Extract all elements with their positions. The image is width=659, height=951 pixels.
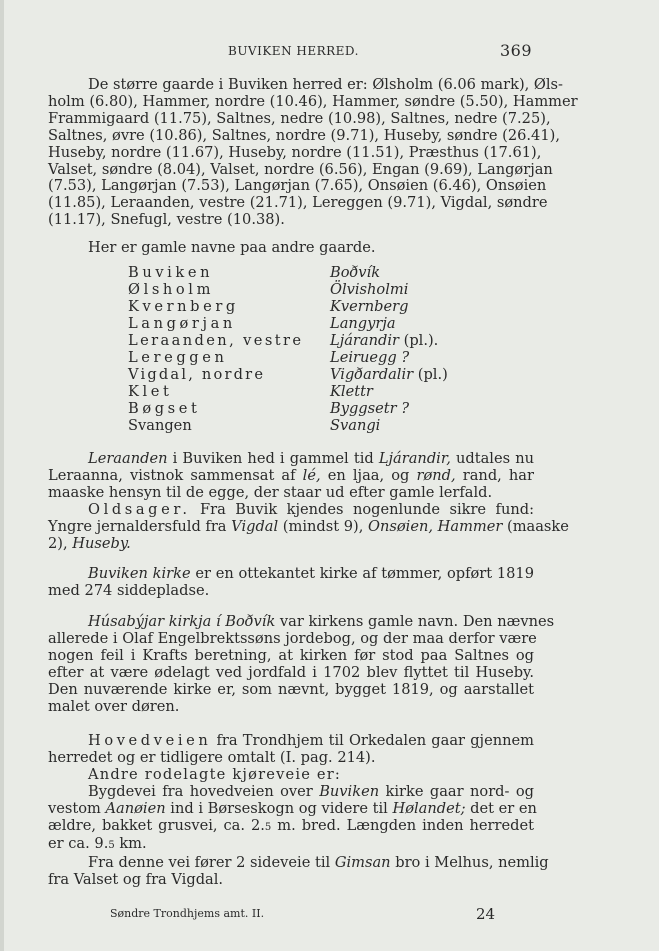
modern-name: Svangen <box>128 417 192 434</box>
text-run: m. bred. Længden inden herredet <box>271 816 534 834</box>
decimal-digit: 5 <box>108 840 115 852</box>
modern-name: Langørjan <box>128 315 236 332</box>
table-row <box>128 400 528 417</box>
text-line <box>48 566 534 583</box>
section-heading: Hovedveien <box>88 732 212 749</box>
text-run: km. <box>114 835 147 853</box>
text-run: (mindst 9), <box>278 517 369 535</box>
text-run: i Buviken hed i gammel tid <box>167 450 379 467</box>
page-edge <box>0 0 4 951</box>
term: Hølandet; <box>392 799 466 817</box>
text-line: herredet og er tidligere omtalt (I. pag. 214). <box>48 748 376 766</box>
text-line: (7.53), Langørjan (7.53), Langørjan (7.65), Onsøien (6.46), Onsøien <box>48 177 547 195</box>
term: Húsabýjar kirkja í Boðvík <box>88 613 276 630</box>
table-row <box>128 417 528 434</box>
term: Buviken <box>319 782 380 800</box>
name-note: (pl.). <box>398 332 439 349</box>
old-name: Langyrja <box>330 315 396 332</box>
old-name: Kvernberg <box>330 298 409 315</box>
text-line: (11.17), Snefugl, vestre (10.38). <box>48 211 285 229</box>
name-note: (pl.) <box>413 366 448 383</box>
modern-name: Buviken <box>128 264 214 281</box>
kirke-paragraph <box>48 566 534 600</box>
text-line: Saltnes, øvre (10.86), Saltnes, nordre (9.71), Huseby, søndre (26.41), <box>48 126 560 144</box>
modern-name: Ølsholm <box>128 281 215 298</box>
term: Onsøien, Hammer <box>368 517 503 535</box>
modern-name: Leraanden, vestre <box>128 332 304 349</box>
table-row <box>128 383 528 400</box>
text-line <box>48 799 537 818</box>
term: Buviken kirke <box>88 565 191 582</box>
old-name: Leiruegg ? <box>330 349 410 366</box>
text-run: Fra denne vei fører 2 sideveie til <box>88 854 335 872</box>
text-run: en ljaa, og <box>320 466 417 484</box>
term: Aanøien <box>105 799 166 817</box>
text-line <box>48 854 549 872</box>
table-row <box>128 315 528 332</box>
table-row <box>128 281 528 298</box>
modern-name: Bøgset <box>128 400 201 417</box>
modern-name: Lereggen <box>128 349 228 366</box>
text-run: vestom <box>48 799 106 817</box>
text-line: allerede i Olaf Engelbrektssøns jordebog, og der maa derfor være <box>48 629 537 647</box>
text-line: nogen feil i Krafts beretning, at kirken før stod paa Saltnes og <box>48 646 534 664</box>
decimal-digit: 5 <box>264 821 272 833</box>
modern-name: Klet <box>128 383 173 400</box>
header-title: BUVIKEN HERRED. <box>228 44 359 58</box>
section-heading: Oldsager. <box>88 501 191 518</box>
old-name: Boðvík <box>330 264 381 281</box>
text-line: fra Valset og fra Vigdal. <box>48 871 224 889</box>
text-run: Fra Buvik kjendes nogenlunde sikre fund: <box>190 501 534 518</box>
table-row <box>128 349 528 366</box>
section-heading: Andre rodelagte kjøreveie er: <box>88 765 342 783</box>
term: lé, <box>302 466 321 484</box>
text-line: Her er gamle navne paa andre gaarde. <box>88 239 376 256</box>
modern-name: Vigdal, nordre <box>128 366 266 383</box>
text-run: Yngre jernaldersfuld fra <box>48 517 232 535</box>
text-run: var kirkens gamle navn. Den nævnes <box>275 613 555 630</box>
text-line <box>48 784 534 801</box>
term: Gimsan <box>334 854 391 872</box>
table-row <box>128 298 528 315</box>
text-run: kirke gaar nord- og <box>379 782 534 800</box>
term: rønd, <box>416 466 456 484</box>
term: Vigdal <box>231 517 279 535</box>
text-line <box>48 767 534 784</box>
text-line: Frammigaard (11.75), Saltnes, nedre (10.98), Saltnes, nedre (7.25), <box>48 109 551 127</box>
modern-name: Kvernberg <box>128 298 239 315</box>
old-name: Vigðardalir <box>330 366 414 383</box>
text-line: De større gaarde i Buviken herred er: Ølsholm (6.06 mark), Øls- <box>88 76 563 93</box>
text-run: er ca. 9. <box>48 835 109 853</box>
text-run: ældre, bakket grusvei, ca. 2. <box>48 816 265 834</box>
old-name: Ljárandir <box>330 332 399 349</box>
text-run: er en ottekantet kirke af tømmer, opført 1819 <box>190 565 534 582</box>
text-line: malet over døren. <box>48 697 180 715</box>
text-line: med 274 siddepladse. <box>48 581 210 599</box>
text-run: 2), <box>48 534 73 552</box>
text-run: (maaske <box>502 517 569 535</box>
table-row <box>128 264 528 281</box>
husabyar-paragraph <box>48 613 555 715</box>
old-names-table <box>128 264 528 434</box>
old-name: Svangi <box>330 417 381 434</box>
text-line <box>48 517 569 536</box>
old-name: Byggsetr ? <box>330 400 410 417</box>
text-run: det er en <box>465 799 537 817</box>
old-name: Ölvisholmi <box>330 281 409 298</box>
page-number: 369 <box>500 41 533 60</box>
running-header <box>0 41 659 62</box>
text-line <box>48 502 534 519</box>
text-line: maaske hensyn til de egge, der staar ud efter gamle lerfald. <box>48 483 493 501</box>
text-line <box>48 468 534 485</box>
text-line <box>48 818 534 837</box>
table-row <box>128 366 528 383</box>
text-run: ind i Børseskogn og videre til <box>165 799 393 817</box>
text-line: Valset, søndre (8.04), Valset, nordre (6.56), Engan (9.69), Langørjan <box>48 160 553 178</box>
text-line <box>48 613 555 631</box>
text-line: holm (6.80), Hammer, nordre (10.46), Hammer, søndre (5.50), Hammer <box>48 92 578 110</box>
text-line <box>48 451 534 468</box>
text-line: Den nuværende kirke er, som nævnt, bygget 1819, og aarstallet <box>48 680 534 698</box>
text-line: efter at være ødelagt ved jordfald i 1702 blev flyttet til Huseby. <box>48 663 534 681</box>
term: Huseby. <box>72 534 131 552</box>
text-run: fra Trondhjem til Orkedalen gaar gjennem <box>211 732 534 749</box>
text-run: udtales nu <box>450 450 534 467</box>
leraanden-paragraph <box>48 451 534 502</box>
old-names-intro <box>48 240 534 257</box>
oldsager-paragraph <box>48 501 569 553</box>
text-line: Huseby, nordre (11.67), Huseby, nordre (11.51), Præsthus (17.61), <box>48 143 542 161</box>
page-footer <box>0 905 659 923</box>
text-line <box>48 733 534 750</box>
text-run: Leraanna, vistnok sammensat af <box>48 466 303 484</box>
table-row <box>128 332 528 349</box>
footer-signature: Søndre Trondhjems amt. II. <box>110 907 265 920</box>
text-run: bro i Melhus, nemlig <box>390 854 549 872</box>
text-line <box>48 536 534 553</box>
text-line <box>48 836 534 855</box>
old-name: Klettr <box>330 383 373 400</box>
larger-farms-paragraph <box>48 76 578 229</box>
text-line: (11.85), Leraanden, vestre (21.71), Lereggen (9.71), Vigdal, søndre <box>48 194 548 212</box>
text-run: rand, har <box>455 466 534 484</box>
term: Leraanden <box>88 450 168 467</box>
sheet-number: 24 <box>476 905 496 923</box>
term: Ljárandir, <box>378 450 451 467</box>
hovedveien-paragraph <box>48 732 549 889</box>
text-run: Bygdevei fra hovedveien over <box>88 782 320 800</box>
